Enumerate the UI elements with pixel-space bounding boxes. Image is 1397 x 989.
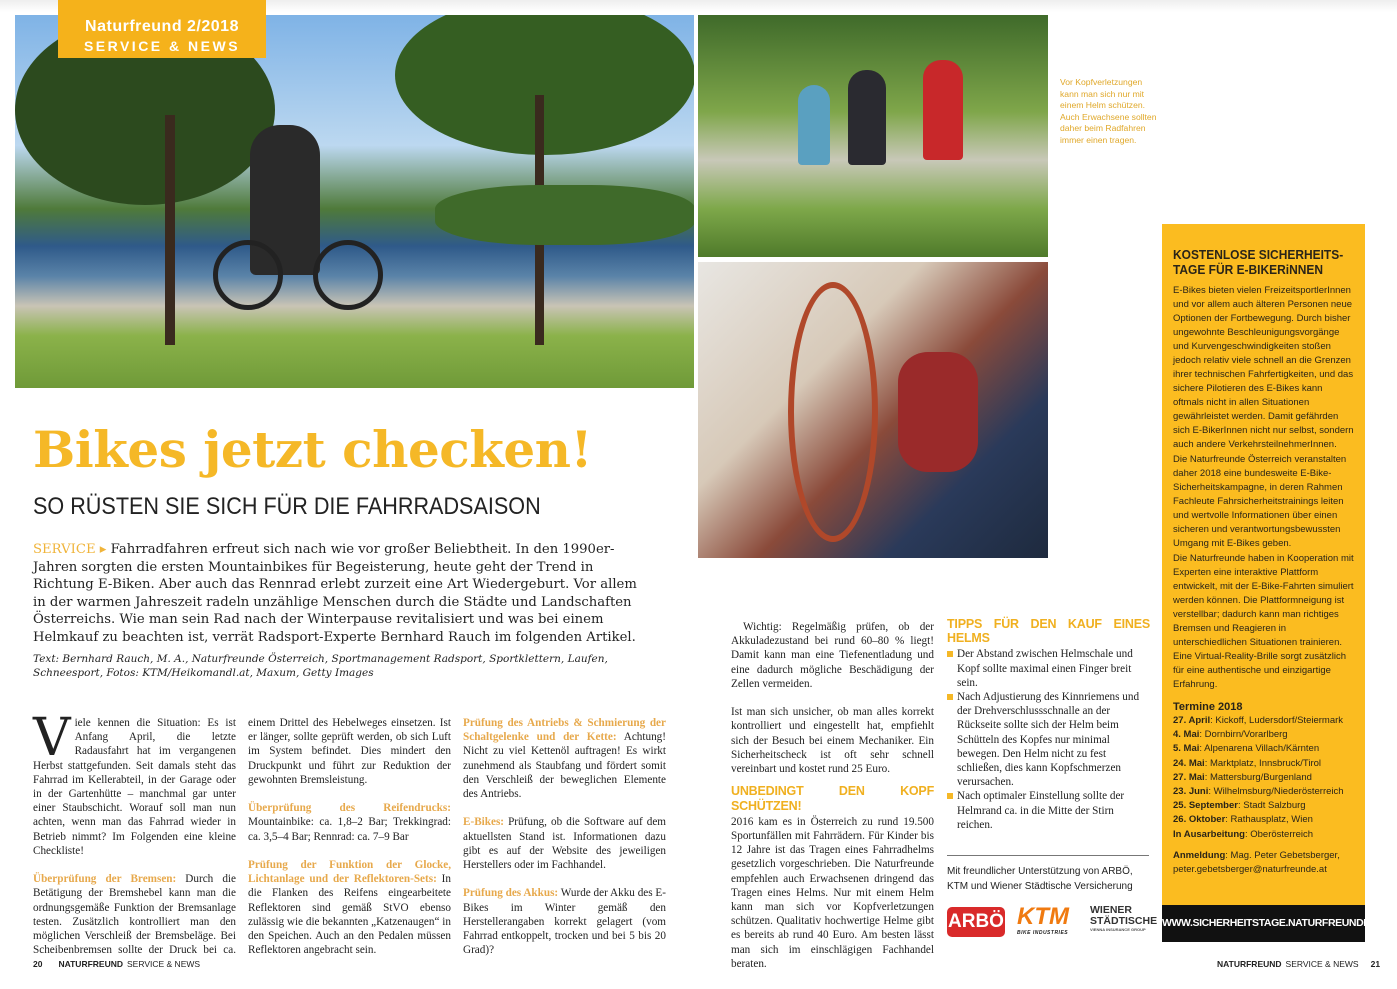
photo-family-cycling: [698, 15, 1048, 257]
registration-label: Anmeldung: [1173, 849, 1226, 861]
lead-brakes: Überprüfung der Bremsen:: [33, 873, 177, 886]
sidebar-paragraph: E-Bikes bieten vielen FreizeitsportlerInnen und vor allem auch älteren Personen neue Optionen der Fortbewegung. Durch bisher ungewohnte Beschleunigungsvorgänge und Kurvengeschwindigkeiten stoßen jedoch relativ viele schnell an die Grenzen ihrer technischen Fahrfertigkeiten, und das sichere Pilotieren des E-Bikes kann oftmals nicht in allen Situationen gewährleistet werden. Damit gefährden sich E-BikerInnen nicht nur selbst, sondern auch andere VerkehrsteilnehmerInnen.: [1173, 285, 1354, 450]
termin-date: 5. Mai: [1173, 743, 1200, 755]
magazine-name: NATURFREUND: [1217, 959, 1282, 969]
article-intro: [33, 541, 653, 646]
termin-item: [1173, 828, 1355, 842]
sidebar-paragraph: Die Naturfreunde Österreich veranstalten daher 2018 eine bundesweite E-Bike-Sicherheitskampagne, in deren Rahmen Fachleute Fahrsicherheitstrainings leiten und wertvolle Informationen über einen sicheren und verantwortungsbewussten Umgang mit E-Bikes geben.: [1173, 454, 1347, 549]
paragraph-unsicher: Ist man sich unsicher, ob man alles korrekt kontrolliert und eingestellt hat, empfiehlt sich der Besuch bei einem Mechaniker. Ein Sicherheitscheck ist oft sehr schnell vereinbart und kostet rund 25 Euro.: [731, 706, 934, 776]
ws-wordmark: WIENER STÄDTISCHE: [1090, 904, 1158, 927]
termin-date: 23. Juni: [1173, 786, 1209, 798]
article-column-4: [731, 620, 934, 985]
termine-heading: Termine 2018: [1173, 701, 1243, 713]
termin-date: 24. Mai: [1173, 757, 1205, 769]
termin-date: 27. Mai: [1173, 771, 1205, 783]
drop-cap: V: [33, 708, 71, 768]
paragraph-chain: Achtung! Nicht zu viel Kettenöl auftragen! Es wirkt zunehmend als Staubfang und fördert somit den Verschleiß der beweglichen Elemente des Antriebs.: [463, 731, 666, 801]
ktm-logo: [1017, 905, 1079, 937]
lead-tyres: Überprüfung des Reifendrucks:: [248, 802, 451, 815]
article-subtitle: SO RÜSTEN SIE SICH FÜR DIE FAHRRADSAISON: [33, 493, 541, 520]
paragraph-kopf: 2016 kam es in Österreich zu rund 19.500 Sportunfällen mit Fahrrädern. Für Kinder bis 12 Jahre ist das Tragen eines Fahrradhelms gesetzlich vorgeschrieben. Die Naturfreunde empfehlen auch Erwachsenen dringend das Tragen eines Helms. Nur mit einem Helm kann man sich vor Kopfverletzungen schützen. Qualitativ hochwertige Helme gibt es bereits ab rund 40 Euro. Am besten lässt man sich im einschlägigen Fachhandel beraten.: [731, 815, 934, 970]
registration: [1173, 849, 1355, 877]
paragraph-wichtig: Wichtig: Regelmäßig prüfen, ob der Akkuladezustand bei rund 60–80 % liegt! Damit kann man eine Tiefenentladung und eine dadurch mögliche Beschädigung der Zellen vermeiden.: [731, 621, 934, 690]
photo-caption: Vor Kopfverletzungen kann man sich nur mit einem Helm schützen. Auch Erwachsene sollten daher beim Radfahren immer einen tragen.: [1060, 77, 1157, 145]
wiener-staedtische-logo: [1090, 904, 1158, 933]
photo-bike-repair: [698, 262, 1048, 558]
termin-place: : Marktplatz, Innsbruck/Tirol: [1204, 757, 1322, 769]
sidebar-paragraph: Die Naturfreunde haben in Kooperation mit Experten eine interaktive Plattform entwickelt, mit der E-Bike-Fahrten simuliert werden können. Die Plattformneigung ist verstellbar; dadurch kann man richtiges Bremsen und Reagieren in unterschiedlichen Situationen trainieren. Eine Virtual-Reality-Brille sorgt zusätzlich für eine authentische und einzigartige Erfahrung.: [1173, 553, 1354, 690]
issue-label: Naturfreund 2/2018: [85, 18, 239, 35]
photo-cyclist-by-lake: [15, 15, 694, 388]
termin-place: : Dornbirn/Vorarlberg: [1199, 729, 1288, 741]
paragraph: iele kennen die Situation: Es ist Anfang April, die letzte Radausfahrt hat im vergangenen Herbst stattgefunden. Seit damals steht das Fahrrad im Kellerabteil, in der Garage oder in der Gartenhütte – manchmal gar unter einer Staubschicht. Worauf soll man nun achten, wenn man das Fahrrad wieder in Betrieb nimmt? Im Folgenden eine kleine Checkliste!: [33, 717, 236, 857]
termin-place: : Oberösterreich: [1244, 828, 1314, 840]
tips-heading: TIPPS FÜR DEN KAUF EINES HELMS: [947, 617, 1150, 646]
lead-lights: Prüfung der Funktion der Glocke, Lichtanlage und der Reflektoren-Sets:: [248, 859, 451, 886]
paragraph-tyres: Mountainbike: ca. 1,8–2 Bar; Trekkingrad: ca. 3,5–4 Bar; Rennrad: ca. 7–9 Bar: [248, 816, 451, 843]
article-title: Bikes jetzt checken!: [33, 420, 592, 479]
article-credits: Text: Bernhard Rauch, M. A., Naturfreunde Österreich, Sportmanagement Radsport, Sportklettern, Laufen, Schneesport, Fotos: KTM/Heikomandl.at, Maxum, Getty Images: [33, 653, 608, 679]
footer-left: [33, 959, 200, 969]
termin-item: [1173, 757, 1355, 771]
section-name: SERVICE & NEWS: [1285, 959, 1359, 969]
ktm-subtitle: BIKE INDUSTRIES: [1017, 930, 1069, 936]
paragraph-ebikes: Prüfung, ob die Software auf dem aktuellsten Stand ist. Informationen dazu gibt es auf der Website des jeweiligen Herstellers oder im Fachhandel.: [463, 816, 666, 872]
tip-item: Der Abstand zwischen Helmschale und Kopf sollte maximal einen Finger breit sein.: [947, 647, 1150, 690]
registration-contact: : Mag. Peter Gebetsberger, peter.gebetsberger@naturfreunde.at: [1173, 849, 1340, 876]
heading-kopf: UNBEDINGT DEN KOPF SCHÜTZEN!: [731, 784, 934, 813]
termin-item: [1173, 785, 1355, 799]
termin-date: 25. September: [1173, 800, 1238, 812]
termin-place: : Rathausplatz, Wien: [1225, 814, 1313, 826]
intro-text: Fahrradfahren erfreut sich nach wie vor großer Beliebtheit. In den 1990er-Jahren sorgten die ersten Mountainbikes für Begeisterung, heute geht der Trend in Richtung E-Biken. Aber auch das Rennrad erlebt zurzeit eine Art Wiedergeburt. Vor allem in der warmen Jahreszeit radeln unzählige Menschen durch die Städte und Landschaften Österreichs. Wie man sein Rad nach der Winterpause revitalisiert und was bei einem Helmkauf zu beachten ist, verrät Radsport-Experte Bernhard Rauch im folgenden Artikel.: [33, 542, 637, 645]
arbo-logo: ARBÖ: [947, 907, 1005, 937]
termin-date: 27. April: [1173, 715, 1211, 726]
termin-date: In Ausarbeitung: [1173, 828, 1245, 840]
footer-right: [1217, 959, 1380, 969]
termin-place: : Wilhelmsburg/Niederösterreich: [1208, 786, 1344, 798]
termin-date: 26. Oktober: [1173, 814, 1226, 826]
tip-item: Nach Adjustierung des Kinnriemens und der Drehverschlussschnalle an der Rückseite sollte sich der Helm beim Schütteln des Kopfes nur minimal bewegen. Den Helm nicht zu fest schließen, dies kann Kopfschmerzen verursachen.: [947, 690, 1150, 789]
paragraph-lights: In die Flanken des Reifens eingearbeitete Reflektoren sind gemäß StVO ebenso zulässig wie die bekannten „Katzenaugen“ in den Speichen. Auch an den Pedalen müssen Reflektoren angebracht sein.: [248, 873, 451, 957]
ktm-wordmark: KTM: [1017, 903, 1069, 930]
sidebar-box: [1162, 224, 1385, 942]
termin-place: : Stadt Salzburg: [1237, 800, 1306, 812]
intro-kicker: SERVICE ▸: [33, 542, 107, 557]
magazine-name: NATURFREUND: [58, 959, 123, 969]
lead-chain: Prüfung des Antriebs & Schmierung der Schaltgelenke und der Kette:: [463, 717, 666, 744]
website-link[interactable]: WWW.SICHERHEITSTAGE.NATURFREUNDE.AT: [1162, 905, 1365, 942]
lead-battery: Prüfung des Akkus:: [463, 887, 559, 900]
termin-item: [1173, 771, 1355, 785]
ws-subtitle: VIENNA INSURANCE GROUP: [1090, 927, 1146, 932]
termine-list: [1173, 714, 1355, 842]
sidebar-heading: KOSTENLOSE SICHERHEITS-TAGE FÜR E-BIKERiNNEN: [1173, 248, 1344, 277]
article-columns-1-3: [33, 708, 666, 962]
termin-item: [1173, 742, 1355, 756]
termin-item: [1173, 728, 1355, 742]
section-name: SERVICE & NEWS: [127, 959, 201, 969]
sponsor-logos: [947, 903, 1158, 941]
termin-item: [1173, 813, 1355, 827]
tip-item: Nach optimaler Einstellung sollte der Helmrand ca. in die Mitte der Stirn reichen.: [947, 789, 1150, 832]
paragraph-brakes: Durch die Betätigung der Bremshebel kann man die ordnungsgemäße Funktion der Bremsanlage testen. Zusätzlich kontrolliert man den möglichen Verschleiß der Bremsbeläge. Bei Scheibenbremsen sollte der Druck bei ca. einem Drittel des Hebelweges einsetzen. Ist er länger, sollte geprüft werden, ob sich Luft im System befindet. Dies mindert den Druckpunkt und führt zur Reduktion der gewohnten Bremsleistung.: [33, 717, 451, 957]
paragraph-battery: Wurde der Akku des E-Bikes im Winter gemäß den Herstellerangaben korrekt gelagert (vom Fahrrad entkoppelt, trocken und bei 5 bis 20 Grad)?: [463, 887, 666, 957]
section-label: SERVICE & NEWS: [83, 38, 241, 54]
termin-date: 4. Mai: [1173, 729, 1200, 741]
page-number: 21: [1370, 959, 1381, 969]
helmet-tips: [947, 617, 1150, 832]
sponsor-note: Mit freundlicher Unterstützung von ARBÖ, KTM und Wiener Städtische Versicherung: [947, 855, 1149, 894]
issue-badge: [58, 0, 266, 58]
termin-item: [1173, 714, 1355, 728]
termin-place: : Alpenarena Villach/Kärnten: [1199, 743, 1320, 755]
termin-place: : Mattersburg/Burgenland: [1204, 771, 1312, 783]
page-number: 20: [33, 959, 43, 969]
termin-place: : Kickoff, Ludersdorf/Steiermark: [1210, 715, 1344, 726]
termin-item: [1173, 799, 1355, 813]
lead-ebikes: E-Bikes:: [463, 816, 505, 829]
